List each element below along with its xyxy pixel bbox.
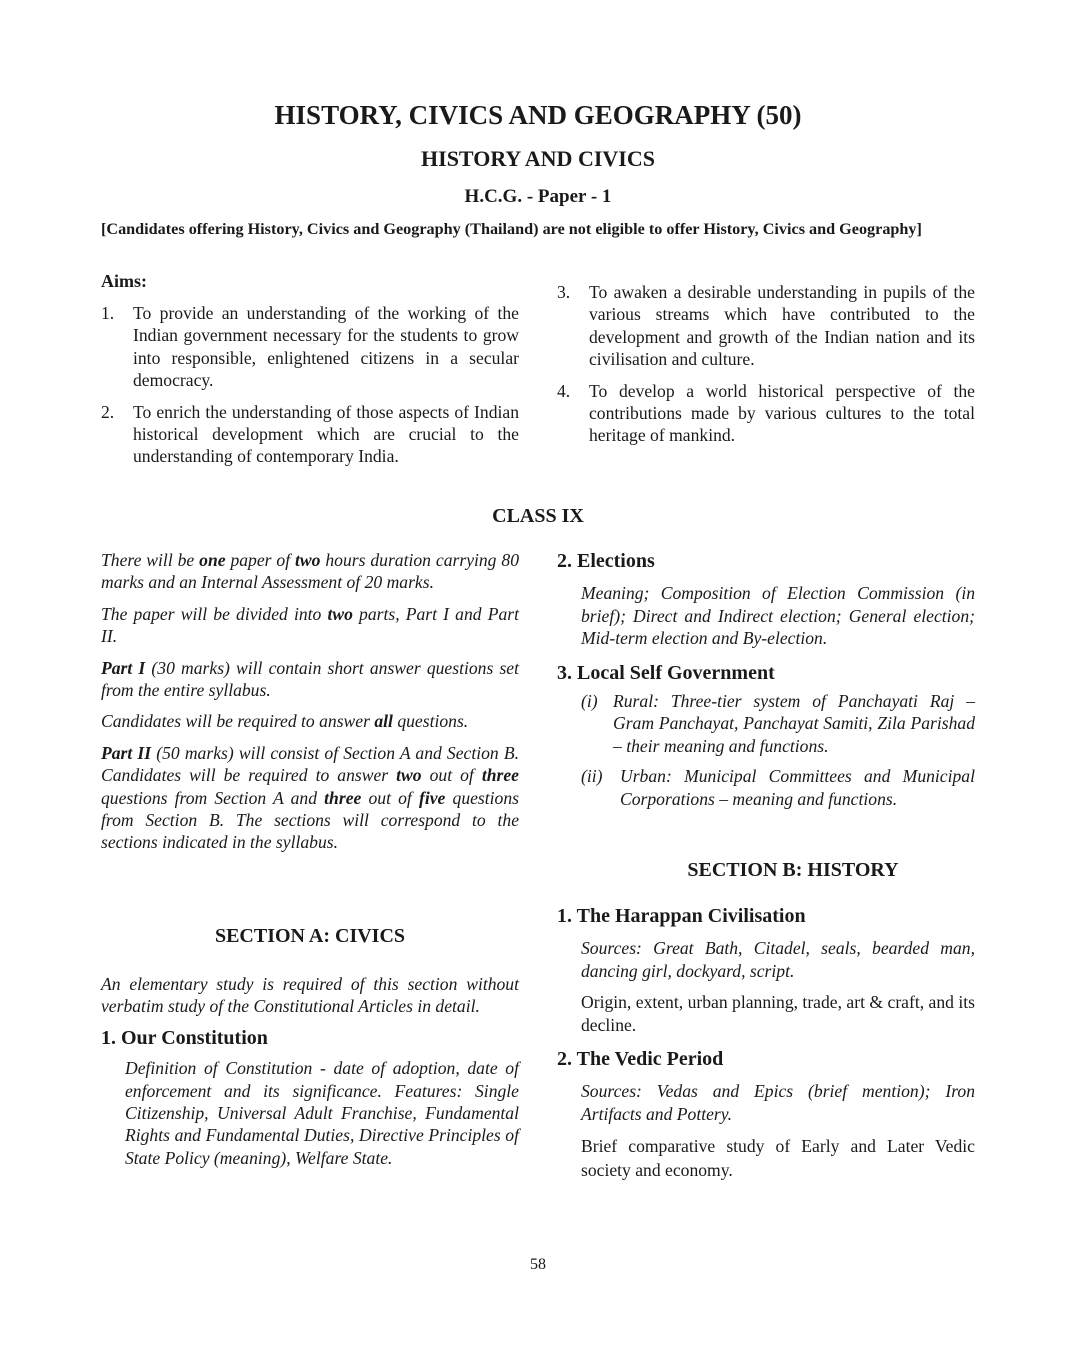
aims-left-column — [101, 302, 519, 468]
exam-para-5: Part II (50 marks) will consist of Section A and Section B. Candidates will be required to answer two out of three questions from Section A and three out of five questions from Section B. The sections will correspond to the sections indicated in the syllabus. — [101, 742, 519, 853]
topic-text: Origin, extent, urban planning, trade, art & craft, and its decline. — [581, 992, 975, 1035]
eligibility-note: [Candidates offering History, Civics and Geography (Thailand) are not eligible to offer History, Civics and Geography] — [101, 220, 922, 238]
class-heading: CLASS IX — [492, 505, 584, 527]
list-item — [581, 765, 975, 810]
topic-text: Brief comparative study of Early and Later Vedic society and economy. — [581, 1136, 975, 1181]
aim-text: To awaken a desirable understanding in pupils of the various streams which have contributed to the development and growth of the Indian nation and its civilisation and culture. — [589, 282, 975, 370]
exam-para-2: The paper will be divided into two parts, Part I and Part II. — [101, 603, 519, 647]
aim-text: To enrich the understanding of those aspects of Indian historical development which are crucial to the understanding of contemporary India. — [133, 401, 519, 467]
exam-pattern — [101, 549, 519, 863]
exam-para-3: Part I (30 marks) will contain short answer questions set from the entire syllabus. — [101, 657, 519, 701]
list-item — [581, 690, 975, 757]
aim-number: 4. — [557, 380, 571, 401]
aim-item — [101, 401, 519, 468]
aim-item — [557, 281, 975, 371]
section-a-content — [101, 973, 519, 1178]
topic-heading: 1. Our Constitution — [101, 1026, 268, 1049]
aims-heading: Aims: — [101, 271, 147, 291]
aim-number: 1. — [101, 303, 115, 323]
section-a-continued — [557, 550, 975, 810]
aim-number: 3. — [557, 282, 571, 302]
topic-text: Definition of Constitution - date of adoption, date of enforcement and its significance. Features: Single Citizenship, Universal Adult Franchise, Fundamental Rights and Fundamental Duties, Directive Principles of State Policy (meaning), Welfare State. — [125, 1058, 519, 1168]
list-number: (ii) — [581, 766, 603, 787]
section-a-intro: An elementary study is required of this section without verbatim study of the Constitutional Articles in detail. — [101, 974, 519, 1017]
aim-text: To develop a world historical perspective of the contributions made by various cultures to the total heritage of mankind. — [589, 380, 975, 446]
topic-text: Meaning; Composition of Election Commission (in brief); Direct and Indirect election; General election; Mid-term election and By-election. — [581, 583, 975, 649]
aim-item — [557, 380, 975, 447]
page-title: HISTORY, CIVICS AND GEOGRAPHY (50) — [274, 100, 802, 130]
list-text: Urban: Municipal Committees and Municipal Corporations – meaning and functions. — [620, 766, 975, 809]
list-number: (i) — [581, 691, 598, 712]
topic-heading: 2. The Vedic Period — [557, 1048, 724, 1071]
topic-heading: 2. Elections — [557, 550, 655, 572]
topic-sources: Sources: Vedas and Epics (brief mention); Iron Artifacts and Pottery. — [581, 1081, 975, 1124]
section-a-heading: SECTION A: CIVICS — [214, 925, 406, 947]
aim-text: To provide an understanding of the working of the Indian government necessary for the students to grow into responsible, enlightened citizens in a secular democracy. — [133, 303, 519, 391]
section-b-heading: SECTION B: HISTORY — [687, 859, 899, 881]
aim-item — [101, 302, 519, 392]
list-text: Rural: Three-tier system of Panchayati Raj – Gram Panchayat, Panchayat Samiti, Zila Parishad – their meaning and functions. — [613, 691, 975, 756]
topic-heading: 1. The Harappan Civilisation — [557, 905, 806, 927]
exam-para-4: Candidates will be required to answer all questions. — [101, 711, 469, 732]
page-subtitle: HISTORY AND CIVICS — [421, 146, 655, 171]
exam-para-1: There will be one paper of two hours duration carrying 80 marks and an Internal Assessment of 20 marks. — [101, 550, 519, 593]
topic-sources: Sources: Great Bath, Citadel, seals, bearded man, dancing girl, dockyard, script. — [581, 938, 975, 981]
page-number: 58 — [530, 1256, 546, 1273]
aim-number: 2. — [101, 401, 115, 422]
paper-label: H.C.G. - Paper - 1 — [464, 186, 612, 207]
section-b-content — [557, 905, 975, 1191]
topic-heading: 3. Local Self Government — [557, 661, 775, 684]
aims-right-column — [557, 281, 975, 447]
